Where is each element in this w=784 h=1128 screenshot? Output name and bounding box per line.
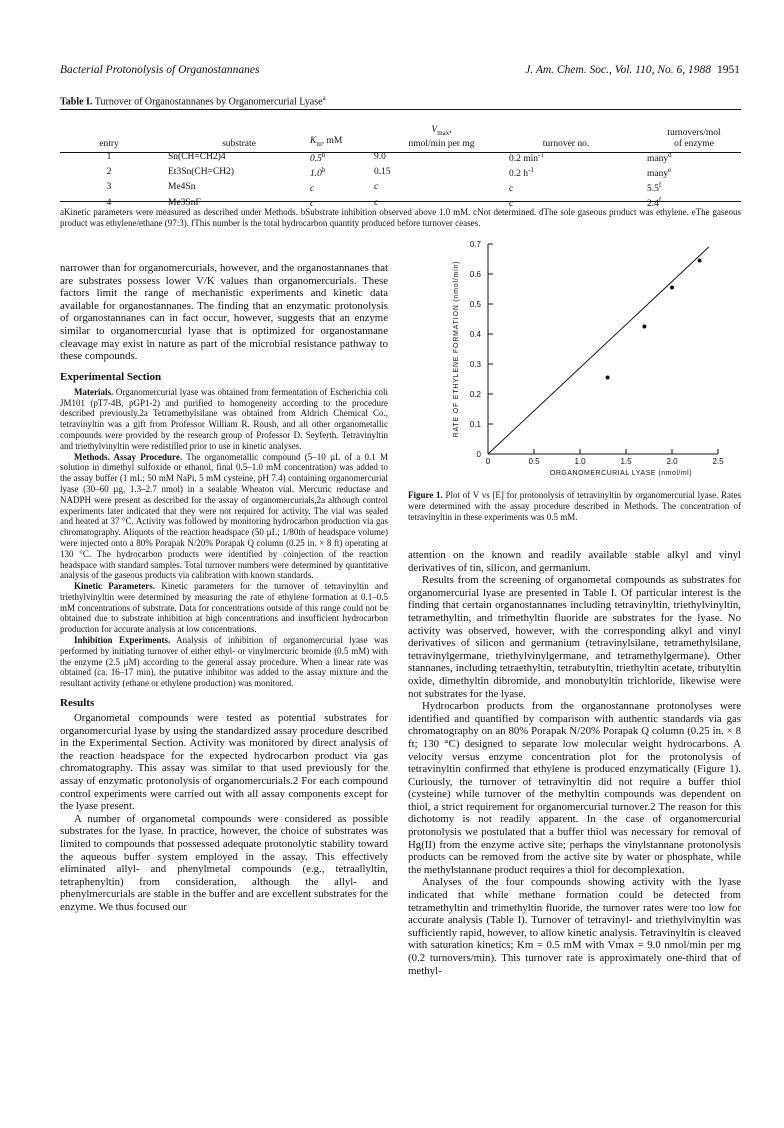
- figure-1: [448, 236, 738, 488]
- tpm-note: f: [658, 181, 662, 190]
- right-column: [408, 549, 741, 977]
- left-column: [60, 262, 388, 914]
- table-title: [60, 94, 326, 107]
- table-header-rule: [60, 152, 741, 153]
- col-header-substrate: substrate: [222, 139, 256, 149]
- kinetic-runin: Kinetic Parameters.: [74, 581, 156, 592]
- cell-turnovers-per-mol: [623, 165, 741, 180]
- table-top-rule: [60, 109, 741, 110]
- cell-km: [310, 180, 374, 195]
- figure-caption: [408, 490, 741, 522]
- turnover-value: c: [509, 199, 514, 210]
- cell-turnover: [509, 180, 623, 195]
- journal-citation: J. Am. Chem. Soc., Vol. 110, No. 6, 1988: [525, 64, 711, 76]
- inhibition-runin: Inhibition Experiments.: [74, 635, 171, 646]
- tpm-bottom: of enzyme: [674, 139, 714, 149]
- substrate-formula: Sn(CH=CH2)4: [168, 152, 226, 163]
- km-value: c: [310, 199, 315, 210]
- cell-turnovers-per-mol: [623, 180, 741, 195]
- col-header-km: [310, 120, 374, 150]
- cell-vmax: [374, 180, 509, 195]
- km-value: 0.5: [310, 154, 322, 165]
- vmax-value: c: [374, 182, 379, 193]
- cell-substrate: [158, 165, 310, 180]
- entry-value: 3: [106, 182, 112, 193]
- velocity-vs-enzyme-chart: [448, 236, 738, 488]
- results-heading: Results: [60, 697, 95, 710]
- turnover-exponent: -1: [538, 151, 544, 159]
- col-header-turnovers-per-mol: [623, 120, 741, 150]
- y-tick-label: 0: [476, 450, 481, 459]
- x-tick-label: 1.0: [574, 457, 586, 466]
- table-bottom-rule: [60, 201, 741, 202]
- tpm-value: many: [647, 169, 669, 180]
- col-header-entry: entry: [99, 139, 119, 149]
- cell-entry: [60, 165, 158, 180]
- km-unit: , mM: [321, 136, 343, 147]
- intro-paragraph: narrower than for organomercurials, however, and the organostannanes that are substrates possess lower V/K values than organomercurials. These factors limit the range of mechanistic experiments and kinetic data available for organostannanes. The finding that an enzymatic protonolysis of organostannanes can in fact occur, however, suggests that an enzyme similar to organomercurial lyase that is optimized for organostannane cleavage may exist in nature as part of the microbial resistance pathway to these compounds.: [60, 262, 388, 363]
- table-title-note: a: [322, 94, 326, 102]
- turnover-value: 0.2 h: [509, 169, 528, 180]
- kinetic-text: Kinetic parameters for the turnover of tetravinyltin and triethylvinyltin were determined by measuring the rate of ethylene formation at 0.1–0.5 mM concentrations of substrate. Data for concentrations outside of this range could not be obtained due to substrate inhibition at high concentrations and insufficient hydrocarbon production for accurate analysis at low concentrations.: [60, 581, 389, 635]
- y-axis-label: RATE OF ETHYLENE FORMATION (nmol/min): [453, 260, 460, 438]
- right-paragraph-0: attention on the known and readily available stable alkyl and vinyl derivatives of tin, silicon, and germanium.: [408, 549, 741, 574]
- cell-substrate: [158, 180, 310, 195]
- vmax-unit: nmol/min per mg: [408, 139, 475, 149]
- tpm-value: many: [647, 154, 669, 165]
- tpm-top: turnovers/mol: [667, 128, 721, 138]
- substrate-formula: Me3SnF: [168, 197, 201, 208]
- y-tick-label: 0.1: [469, 420, 481, 429]
- entry-value: 1: [106, 152, 112, 163]
- km-value: c: [310, 184, 315, 195]
- tpm-note: f: [658, 196, 662, 205]
- table-label: Table I.: [60, 96, 93, 108]
- figure-caption-text: Plot of V vs [E] for protonolysis of tetravinyltin by organomercurial lyase. Rates were determined with the assay procedure described in Methods. The concentration of tetravinyltin in these experiments was 0.5 mM.: [408, 490, 742, 522]
- table-row: [60, 165, 741, 180]
- inhibition-paragraph: [60, 635, 388, 689]
- x-tick-label: 1.5: [620, 457, 632, 466]
- x-tick-label: 0.5: [528, 457, 540, 466]
- vmax-subscript: max: [437, 129, 450, 137]
- km-value: 1.0: [310, 169, 322, 180]
- data-point: [606, 376, 610, 380]
- turnover-value: 0.2 min: [509, 154, 539, 165]
- data-point: [642, 325, 646, 329]
- cell-turnover: [509, 165, 623, 180]
- methods-text: The organometallic compound (5–10 µL of a 0.1 M solution in dimethyl sulfoxide or ethanol, final 0.5–1.0 mM concentration) was added to the assay buffer (1 mL; 50 mM NaPi, 5 mM cysteine, pH 7.4) containing organomercurial lyase (30–60 µg, 1.3–2.7 nmol) in a sealable Wheaton vial. Mercuric reductase and NADPH were present as described for the assay of organomercurials,2a although control experiments later indicated that they were not required for activity. The vial was sealed and heated at 37 °C. Activity was followed by monitoring hydrocarbon production via gas chromatography. Aliquots of the reaction headspace (50 µL; 1/80th of headspace volume) were injected onto a 80% Porapak N/20% Porapak Q column (0.25 in. × 8 ft) operating at 130 °C. The hydrocarbon products were identified by coinjection of the reaction headspace with standard samples. Total turnover numbers were determined by quantitative analysis of the gaseous products via calibration with known standards.: [60, 451, 388, 581]
- page-number: 1951: [717, 64, 740, 76]
- km-symbol: K: [310, 136, 317, 147]
- col-header-turnover: turnover no.: [542, 139, 590, 149]
- tpm-value: 2.4: [647, 199, 659, 210]
- running-header-journal: [470, 64, 740, 76]
- cell-entry: [60, 180, 158, 195]
- substrate-formula: Me4Sn: [168, 182, 196, 193]
- x-axis-label: ORGANOMERCURIAL LYASE (nmol/ml): [549, 470, 693, 477]
- table-footnotes: aKinetic parameters were measured as described under Methods. bSubstrate inhibition observed above 1.0 mM. cNot determined. dThe sole gaseous product was ethylene. eThe gaseous product was ethylene/ethane (97:3). fThis number is the total hydrocarbon quantity produced before turnover ceases.: [60, 207, 741, 228]
- materials-text: Organomercurial lyase was obtained from fermentation of Escherichia coli JM101 (pT7-4B, pGP1-2) and purified to homogeneity according to the procedure described previously.2a Tetramethylsilane was obtained from Aldrich Chemical Co., tetravinyltin was a gift from Professor William R. Roush, and all other organometallic compounds were provided by the research group of Professor D. Seyferth. Tetravinyltin and triethylvinyltin were redistilled prior to use in kinetic analyses.: [60, 386, 389, 451]
- results-paragraph-1: Organometal compounds were tested as potential substrates for organomercurial lyase by using the standardized assay procedure described in the Experimental Section. Activity was monitored by direct analysis of the reaction headspace for the expected hydrocarbon product via gas chromatography. This assay was similar to that used previously for the assay of enzymatic protonolysis of organomercurials.2 For each compound control experiments were carried out with all assay components except for the lyase present.: [60, 712, 388, 813]
- data-point: [670, 286, 674, 290]
- turnover-exponent: -1: [528, 166, 534, 175]
- turnover-value: c: [509, 184, 514, 195]
- table-caption: Turnover of Organostannanes by Organomercurial Lyase: [94, 96, 323, 108]
- km-note: b: [321, 151, 326, 159]
- right-paragraph-1: Results from the screening of organometal compounds as substrates for organomercurial lyase are presented in Table I. Of particular interest is the finding that certain organostannanes including tetravinyltin, triethylvinyltin, tetramethyltin, and trimethyltin fluoride are substrates for the lyase. No activity was observed, however, with the corresponding alkyl and vinyl derivatives of silicon and germanium (tetravinylsilane, tetramethylsilane, tetravinylgermane, triethylvinylgermane, and tetramethylgermane). Other stannanes, including tetraethyltin, tetrabutyltin, triethyltin acetate, tributyltin oxide, dimethyltin dibromide, and monobutyltin trichloride, likewise were not substrates for the lyase.: [408, 574, 741, 700]
- methods-paragraph: [60, 452, 388, 582]
- turnover-table: [60, 120, 741, 211]
- km-note: b: [321, 166, 326, 175]
- y-tick-label: 0.2: [469, 390, 481, 399]
- tpm-value: 5.5: [647, 184, 659, 195]
- data-point: [698, 259, 702, 263]
- materials-runin: Materials.: [74, 386, 114, 397]
- vmax-value: 9.0: [374, 152, 386, 163]
- figure-label: Figure 1.: [408, 490, 443, 500]
- x-tick-label: 2.0: [666, 457, 678, 466]
- substrate-formula: Et3Sn(CH=CH2): [168, 167, 235, 178]
- vmax-comma: ,: [449, 125, 452, 136]
- inhibition-text: Analysis of inhibition of organomercurial lyase was performed by initiating turnover of either ethyl- or vinylmercuric bromide (0.5 mM) with the enzyme (2.5 µM) according to the general assay procedure. When a linear rate was obtained (ca. 16–17 min), the putative inhibitor was added to the assay mixture and the resultant activity (ethane or ethylene production) was monitored.: [60, 635, 388, 689]
- table-row: [60, 180, 741, 195]
- table-header-row: [60, 120, 741, 150]
- vmax-value: 0.15: [374, 167, 391, 178]
- x-tick-label: 2.5: [712, 457, 724, 466]
- cell-vmax: [374, 165, 509, 180]
- running-header-title: Bacterial Protonolysis of Organostannanes: [60, 64, 260, 76]
- vmax-symbol: V: [431, 125, 438, 136]
- entry-value: 4: [106, 197, 112, 208]
- tpm-note: e: [668, 166, 672, 175]
- cell-km: [310, 165, 374, 180]
- methods-runin: Methods. Assay Procedure.: [74, 451, 183, 462]
- km-subscript: m: [316, 140, 322, 148]
- fit-line: [488, 247, 709, 454]
- x-tick-label: 0: [485, 457, 491, 466]
- vmax-value: c: [374, 197, 379, 208]
- y-tick-label: 0.3: [469, 360, 481, 369]
- entry-value: 2: [106, 167, 112, 178]
- right-paragraph-2: Hydrocarbon products from the organostannane protonolyses were identified and quantified by comparison with authentic standards via gas chromatography on an 80% Porapak N/20% Porapak Q column (0.25 in. × 8 ft; 130 °C) designed to separate low molecular weight hydrocarbons. A velocity versus enzyme concentration plot for the protonolysis of tetravinyltin confirmed that ethylene is produced enzymatically (Figure 1). Curiously, the turnover of tetravinyltin did not require a buffer thiol (cysteine) while turnover of the methyltin compounds was dependent on thiol, a strict requirement for organomercurial turnover.2 The reason for this dichotomy is not readily apparent. In the case of organomercurial protonolysis we postulated that a buffer thiol was necessary for removal of Hg(II) from the enzyme active site; perhaps the vinylstannane protonolysis products can be removed from the active site by water or phosphate, while the methylstannane product requires a thiol for decomplexation.: [408, 700, 741, 876]
- y-tick-label: 0.5: [469, 300, 481, 309]
- y-tick-label: 0.6: [469, 270, 481, 279]
- y-tick-label: 0.4: [469, 330, 481, 339]
- right-paragraph-3: Analyses of the four compounds showing activity with the lyase indicated that while methane formation could be detected from tetramethyltin and trimethyltin fluoride, the turnover rates were too low for accurate analysis (Table I). Turnover of tetravinyl- and triethylvinyltin was sufficiently rapid, however, to allow kinetic analysis. Tetravinyltin is cleaved with saturation kinetics; Km = 0.5 mM with Vmax = 9.0 nmol/min per mg (0.2 turnovers/min). This turnover rate is approximately one-third that of methyl-: [408, 876, 741, 977]
- results-paragraph-2: A number of organometal compounds were considered as possible substrates for the lyase. In practice, however, the choice of substrates was limited to compounds that possessed adequate protonolytic stability toward the aqueous buffer system employed in the assay. This effectively eliminated allyl- and phenylmetal compounds (e.g., tetraallyltin, tetraphenyltin) from consideration, although the allyl- and phenylmercurials are stable in the buffer and are excellent substrates for the enzyme. We thus focused our: [60, 812, 388, 913]
- y-tick-label: 0.7: [469, 240, 481, 249]
- kinetic-paragraph: [60, 581, 388, 635]
- col-header-vmax: [374, 120, 509, 150]
- tpm-note: d: [668, 151, 672, 159]
- experimental-heading: Experimental Section: [60, 370, 162, 383]
- materials-paragraph: [60, 387, 388, 452]
